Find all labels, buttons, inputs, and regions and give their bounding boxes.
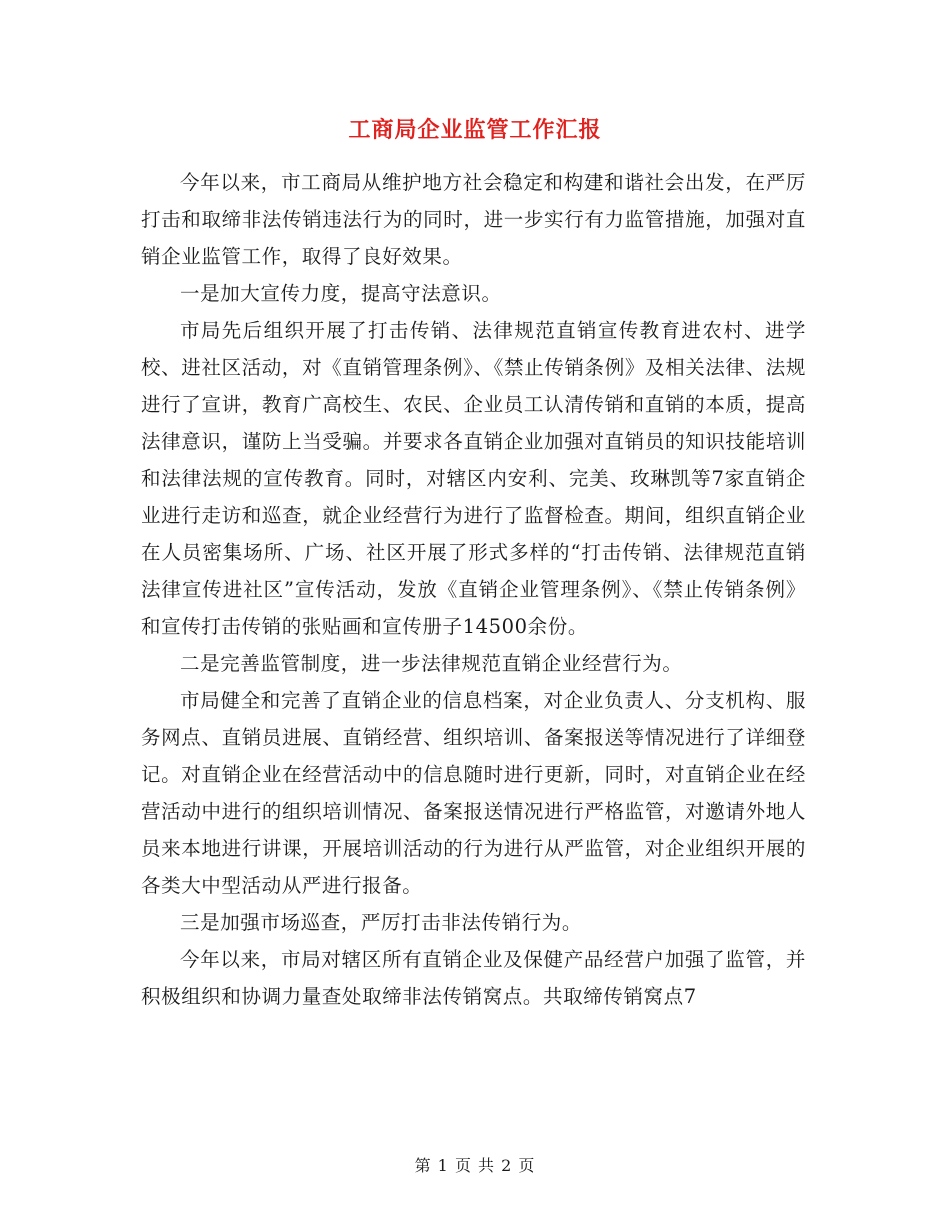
- section-heading-2: 二是完善监管制度，进一步法律规范直销企业经营行为。: [180, 652, 683, 675]
- page-number-footer: 第 1 页 共 2 页: [414, 1156, 536, 1175]
- paragraph-section-2: 市局健全和完善了直销企业的信息档案，对企业负责人、分支机构、服务网点、直销员进展、直销经营、组织培训、备案报送等情况进行了详细登记。对直销企业在经营活动中的信息随时进行更新，同时，对直销企业在经营活动中进行的组织培训情况、备案报送情况进行严格监管，对邀请外地人员来本地进行讲课，开展培训活动的行为进行从严监管，对企业组织开展的各类大中型活动从严进行报备。: [141, 689, 806, 897]
- section-heading-1: 一是加大宣传力度，提高守法意识。: [180, 282, 502, 305]
- document-body: [141, 164, 806, 1015]
- section-heading-3: 三是加强市场巡查，严厉打击非法传销行为。: [180, 911, 583, 934]
- paragraph-section-1: 市局先后组织开展了打击传销、法律规范直销宣传教育进农村、进学校、进社区活动，对《直销管理条例》、《禁止传销条例》及相关法律、法规进行了宣讲，教育广高校生、农民、企业员工认清传销和直销的本质，提高法律意识，谨防上当受骗。并要求各直销企业加强对直销员的知识技能培训和法律法规的宣传教育。同时，对辖区内安利、完美、玫琳凯等7家直销企业进行走访和巡查，就企业经营行为进行了监督检查。期间，组织直销企业在人员密集场所、广场、社区开展了形式多样的“打击传销、法律规范直销法律宣传进社区”宣传活动，发放《直销企业管理条例》、《禁止传销条例》和宣传打击传销的张贴画和宣传册子14500余份。: [141, 319, 806, 638]
- document-title: 工商局企业监管工作汇报: [348, 117, 602, 143]
- paragraph-intro: 今年以来，市工商局从维护地方社会稳定和构建和谐社会出发，在严厉打击和取缔非法传销违法行为的同时，进一步实行有力监管措施，加强对直销企业监管工作，取得了良好效果。: [141, 171, 806, 268]
- paragraph-section-3: 今年以来，市局对辖区所有直销企业及保健产品经营户加强了监管，并积极组织和协调力量查处取缔非法传销窝点。共取缔传销窝点7: [141, 948, 806, 1008]
